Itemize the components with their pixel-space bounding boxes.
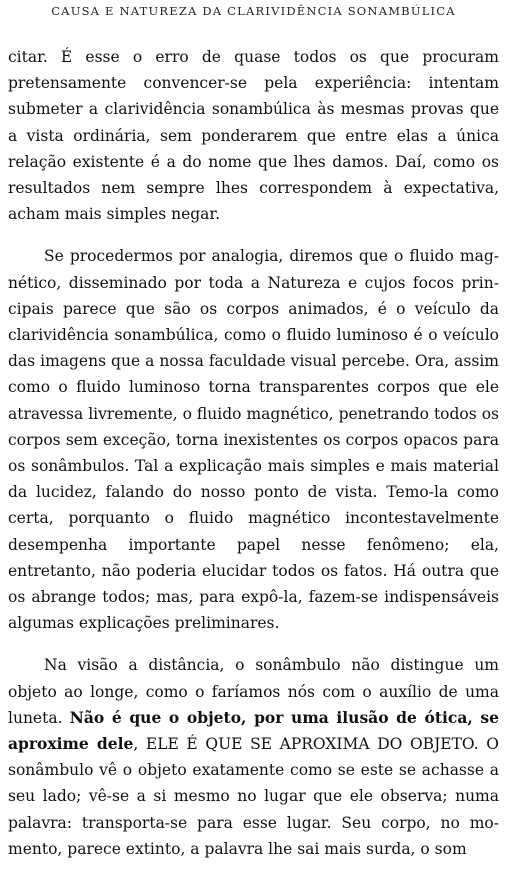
paragraph-3-end: , ELE É QUE SE APROXIMA DO OBJETO. O sonâmbulo vê o objeto exatamente como se este se achasse a seu lado; vê-se a si mesmo no lugar que ele observa; numa palavra: transporta-se para esse lugar. Seu corpo, no momento, parece extinto, a palavra lhe sai mais surda, o som [8, 735, 499, 858]
paragraph-1: citar. É esse o erro de quase todos os que procuram pretensamente convencer-se pela experiência: intentam submeter a clarividência sonambúlica às mesmas provas que a vista ordinária, sem ponderarem que entre elas a única relação existente é a do nome que lhes damos. Daí, como os resultados nem sempre lhes correspondem à expectativa, acham mais simples negar. [8, 48, 499, 224]
running-head: CAUSA E NATUREZA DA CLARIVIDÊNCIA SONAMBÚLICA [51, 4, 456, 18]
paragraph-3-bold: Não é que o objeto, por uma ilusão de ótica, se aproxime dele [8, 707, 499, 754]
paragraph-2: Se procedermos por analogia, diremos que o fluido magnético, disseminado por toda a Natureza e cujos focos principais parece que são os corpos animados, é o veículo da clarividência sonambúlica, como o fluido luminoso é o veículo das imagens que a nossa faculdade visual percebe. Ora, assim como o fluido luminoso torna transparentes corpos que ele atravessa livremente, o fluido magnético, penetrando todos os corpos sem exceção, torna inexistentes os corpos opacos para os sonâmbulos. Tal a explicação mais simples e mais material da lucidez, falando do nosso ponto de vista. Temo-la como certa, porquanto o fluido magnético incontestavelmente desempenha importante papel nesse fenômeno; ela, entretanto, não poderia elucidar todos os fatos. Há outra que os abrange todos; mas, para expô-la, fazem-se indispensáveis algumas explicações preliminares. [8, 247, 499, 633]
paragraph-3 [8, 652, 499, 862]
body-text [8, 44, 499, 878]
paragraph-3-start: Na visão a distância, o sonâmbulo não distingue um objeto ao longe, como o faríamos nós com o auxílio de uma luneta. [8, 656, 499, 727]
